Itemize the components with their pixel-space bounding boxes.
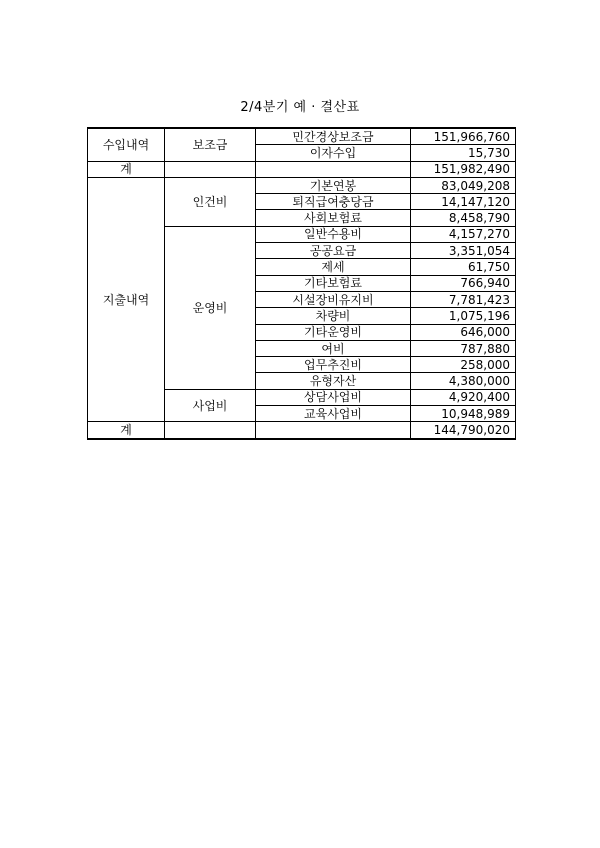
- income-section-label: 수입내역: [88, 128, 165, 161]
- item-name: 기타운영비: [256, 324, 411, 340]
- expense-category: 운영비: [165, 226, 256, 389]
- income-total-label: 계: [88, 161, 165, 177]
- expense-category: 사업비: [165, 389, 256, 422]
- empty-cell: [256, 422, 411, 439]
- item-name: 퇴직급여충당금: [256, 194, 411, 210]
- item-amount: 787,880: [411, 340, 516, 356]
- item-amount: 8,458,790: [411, 210, 516, 226]
- income-total-row: [88, 161, 516, 177]
- empty-cell: [165, 161, 256, 177]
- item-name: 차량비: [256, 308, 411, 324]
- item-name: 상담사업비: [256, 389, 411, 405]
- page-title: 2/4분기 예 · 결산표: [240, 100, 360, 115]
- item-name: 사회보험료: [256, 210, 411, 226]
- item-name: 여비: [256, 340, 411, 356]
- item-name: 시설장비유지비: [256, 291, 411, 307]
- item-amount: 4,380,000: [411, 373, 516, 389]
- item-amount: 15,730: [411, 145, 516, 161]
- table-row: [88, 128, 516, 145]
- item-name: 기타보험료: [256, 275, 411, 291]
- item-name: 이자수입: [256, 145, 411, 161]
- expense-section-label: 지출내역: [88, 177, 165, 421]
- item-amount: 151,966,760: [411, 128, 516, 145]
- empty-cell: [256, 161, 411, 177]
- item-name: 교육사업비: [256, 406, 411, 422]
- item-amount: 10,948,989: [411, 406, 516, 422]
- item-name: 업무추진비: [256, 357, 411, 373]
- expense-total-amount: 144,790,020: [411, 422, 516, 439]
- item-amount: 3,351,054: [411, 243, 516, 259]
- item-amount: 766,940: [411, 275, 516, 291]
- item-name: 기본연봉: [256, 177, 411, 193]
- income-category: 보조금: [165, 128, 256, 161]
- item-amount: 61,750: [411, 259, 516, 275]
- expense-total-row: [88, 422, 516, 439]
- item-name: 제세: [256, 259, 411, 275]
- budget-table: [87, 127, 516, 440]
- item-amount: 646,000: [411, 324, 516, 340]
- item-amount: 1,075,196: [411, 308, 516, 324]
- item-name: 일반수용비: [256, 226, 411, 242]
- item-name: 민간경상보조금: [256, 128, 411, 145]
- item-amount: 83,049,208: [411, 177, 516, 193]
- table-row: [88, 177, 516, 193]
- item-amount: 4,157,270: [411, 226, 516, 242]
- item-amount: 7,781,423: [411, 291, 516, 307]
- item-amount: 14,147,120: [411, 194, 516, 210]
- item-name: 공공요금: [256, 243, 411, 259]
- item-name: 유형자산: [256, 373, 411, 389]
- item-amount: 258,000: [411, 357, 516, 373]
- expense-total-label: 계: [88, 422, 165, 439]
- empty-cell: [165, 422, 256, 439]
- item-amount: 4,920,400: [411, 389, 516, 405]
- income-total-amount: 151,982,490: [411, 161, 516, 177]
- expense-category: 인건비: [165, 177, 256, 226]
